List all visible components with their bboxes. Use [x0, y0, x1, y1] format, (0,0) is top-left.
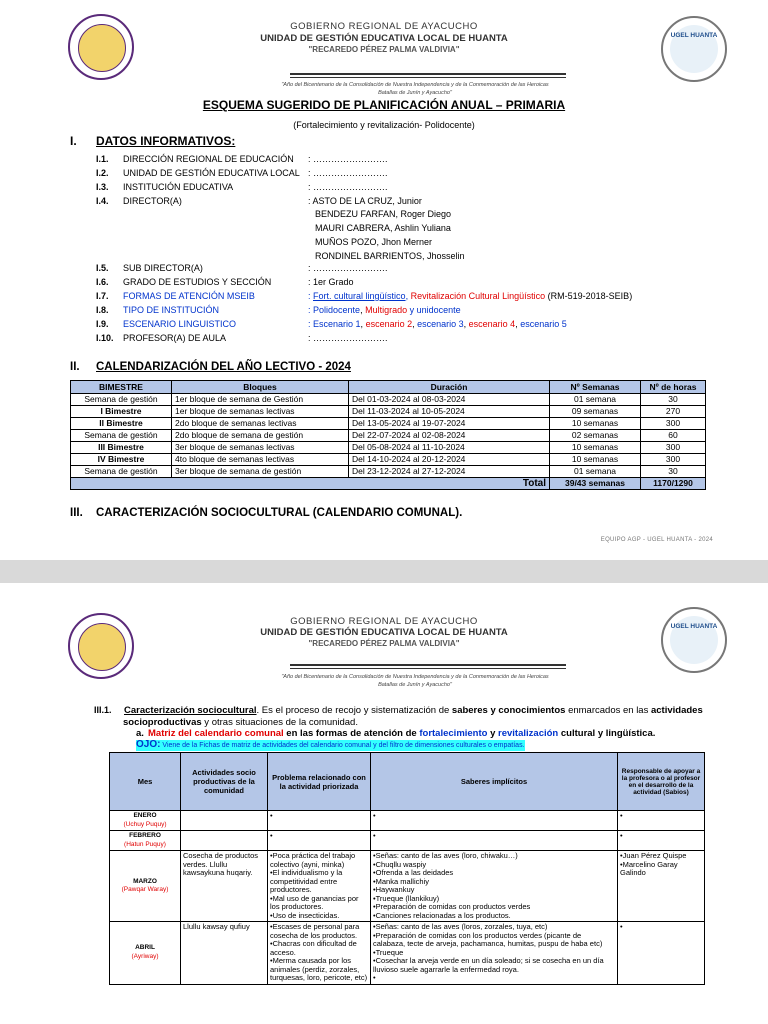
header-ugel: UNIDAD DE GESTIÓN EDUCATIVA LOCAL DE HUANTA [260, 33, 508, 44]
header-institution: "RECAREDO PÉREZ PALMA VALDIVIA" [308, 45, 460, 54]
section-3-heading: III. CARACTERIZACIÓN SOCIOCULTURAL (CALENDARIO COMUNAL). [70, 507, 463, 519]
table-row: FEBRERO (Hatun Puquy) • • • [110, 831, 705, 851]
document-page-1: UGEL HUANTA GOBIERNO REGIONAL DE AYACUCHO UNIDAD DE GESTIÓN EDUCATIVA LOCAL DE HUANTA "RECAREDO PÉREZ PALMA VALDIVIA" "Año del Bicentenario de la Consolidación de Nuestra Independencia y de la Conmemoración de las Heroicas Batallas de Junín y Ayacucho" ESQUEMA SUGERIDO DE PLANIFICACIÓN ANUAL – PRIMARIA (Fortalecimiento y revitalización- Polidocente) I. DATOS INFORMATIVOS: I.1. DIRECCIÓN REGIONAL DE EDUCACIÓN : ……………………. I.2. UNIDAD DE GESTIÓN EDUCATIVA LOCAL : ……………………. I.3. INSTITUCIÓN EDUCATIVA : ……………………. I.4. DIRECTOR(A) : ASTO DE LA CRUZ, Junior BENDEZU FARFAN, Roger Diego MAURI CABRERA, Ashlin Yuliana MUÑOS POZO, Jhon Merner RONDINEL BARRIENTOS, Jhosselin I.5. SUB DIRECTOR(A) : ……………………. I.6. GRADO DE ESTUDIOS Y SECCIÓN : 1er Grado I.7. FORMAS DE ATENCIÓN MSEIB : Fort. cultural lingüístico, Revitalización Cultural Lingüístico (RM-519-2018-SEIB) I.8. TIPO DE INSTITUCIÓN : Polidocente, Multigrado y unidocente I.9. ESCENARIO LINGUISTICO : Escenario 1, escenario 2, escenario 3, escenario 4, escenario 5 I.10. PROFESOR(A) DE AULA : ……………………. II. CALENDARIZACIÓN DEL AÑO LECTIVO - 2024 BIMESTRE Bloques Duración Nº Semanas Nº de horas Semana de gestión 1er bloque de semana de Gestión Del 01-03-2024 al 08-03-2024 01 semana 30 I Bimestre 1er bloque de semanas lectivas Del 11-03-2024 al 10-05-2024 09 semanas 270 II Bimestre 2do bloque de semanas lectivas Del 13-05-2024 al 19-07-2024 10 semanas 300 Semana de gestión 2do bloque de semana de gestión Del 22-07-2024 al 02-08-2024 02 semanas 60 III Bimestre 3er bloque de semanas lectivas Del 05-08-2024 al 11-10-2024 10 semanas 300 IV Bimestre 4to bloque de semanas lectivas Del 14-10-2024 al 20-12-2024 10 semanas 300 Semana de gestión 3er bloque de semana de gestión Del 23-12-2024 al 27-12-2024 01 semana 30 Total 39/43 semanas 1170/1290 III. CARACTERIZACIÓN SOCIOCULTURAL (CALENDARIO COMUNAL). EQUIPO AGP - UGEL HUANTA - 2024 [0, 0, 768, 560]
table-row: I Bimestre 1er bloque de semanas lectivas Del 11-03-2024 al 10-05-2024 09 semanas 270 [71, 406, 706, 418]
table-row: II Bimestre 2do bloque de semanas lectivas Del 13-05-2024 al 19-07-2024 10 semanas 300 [71, 418, 706, 430]
header-rule-thin [290, 77, 566, 78]
director-list: BENDEZU FARFAN, Roger Diego MAURI CABRERA, Ashlin Yuliana MUÑOS POZO, Jhon Merner RONDINEL BARRIENTOS, Jhosselin [315, 209, 465, 261]
calendar-table: BIMESTRE Bloques Duración Nº Semanas Nº de horas Semana de gestión 1er bloque de semana de Gestión Del 01-03-2024 al 08-03-2024 01 semana 30 I Bimestre 1er bloque de semanas lectivas Del 11-03-2024 al 10-05-2024 09 semanas 270 II Bimestre 2do bloque de semanas lectivas Del 13-05-2024 al 19-07-2024 10 semanas 300 Semana de gestión 2do bloque de semana de gestión Del 22-07-2024 al 02-08-2024 02 semanas 60 III Bimestre 3er bloque de semanas lectivas Del 05-08-2024 al 11-10-2024 10 semanas 300 IV Bimestre 4to bloque de semanas lectivas Del 14-10-2024 al 20-12-2024 10 semanas 300 Semana de gestión 3er bloque de semana de gestión Del 23-12-2024 al 27-12-2024 01 semana 30 Total 39/43 semanas 1170/1290 [70, 380, 706, 490]
table-row: Semana de gestión 2do bloque de semana de gestión Del 22-07-2024 al 02-08-2024 02 semanas 60 [71, 430, 706, 442]
table-row: III Bimestre 3er bloque de semanas lectivas Del 05-08-2024 al 11-10-2024 10 semanas 300 [71, 442, 706, 454]
table-row: Semana de gestión 3er bloque de semana de gestión Del 23-12-2024 al 27-12-2024 01 semana 30 [71, 466, 706, 478]
section-1-heading: I. DATOS INFORMATIVOS: [70, 134, 236, 148]
community-calendar-matrix: Mes Actividades socio productivas de la comunidad Problema relacionado con la actividad priorizada Saberes implícitos Responsable de apoyar a la profesora o al profesor en el desarrollo de la actividad (Sabios) ENERO (Uchuy Puquy) • • • FEBRERO (Hatun Puquy) • • • MARZO (Pawqar Waray) Cosecha de productos verdes. Llullu kawsaykuna huqariy. •Poca práctica del trabajo colectivo (ayni, minka) •El individualismo y la competitividad entre productores. •Mal uso de ganancias por los productores. •Uso de insecticidas. •Señas: canto de las aves (loro, chiwaku…) •Chuqllu waspiy •Ofrenda a las deidades •Manka mallichiy •Haywankuy •Trueque (llankikuy) •Preparación de comidas con productos verdes •Canciones relacionadas a los productos. •Juan Pérez Quispe •Marcelino Garay Galindo ABRIL (Ayriway) Llullu kawsay qufiuy •Escases de personal para cosecha de los productos. •Chacras con dificultad de acceso. •Merma causada por los animales (perdiz, zorzales, turquesas, loro, pericote, etc) •Señas: canto de las aves (loros, zorzales, tuya, etc) •Preparación de comidas con los productos verdes (picante de calabaza, tecte de arveja, pachamanca, humitas, puspu de haba etc) •Trueque •Cosechar la arveja verde en un día soleado; si se cosecha en un día lluvioso suele agarrarle la enfermedad roya. • • [109, 752, 705, 985]
page-footer: EQUIPO AGP - UGEL HUANTA - 2024 [600, 537, 713, 543]
document-page-2 [0, 583, 768, 1024]
year-motto: "Año del Bicentenario de la Consolidación de Nuestra Independencia y de la Conmemoración de las Heroicas Batallas de Junín y Ayacucho" [281, 674, 549, 688]
header-institution: "RECAREDO PÉREZ PALMA VALDIVIA" [308, 639, 460, 648]
header-rule-thin [290, 668, 566, 669]
section-2-heading: II. CALENDARIZACIÓN DEL AÑO LECTIVO - 2024 [70, 361, 351, 373]
table-row: ABRIL (Ayriway) Llullu kawsay qufiuy •Escases de personal para cosecha de los productos. •Chacras con dificultad de acceso. •Merma causada por los animales (perdiz, zorzales, turquesas, loro, pericote, etc) •Señas: canto de las aves (loros, zorzales, tuya, etc) •Preparación de comidas con los productos verdes (picante de calabaza, tecte de arveja, pachamanca, humitas, puspu de haba etc) •Trueque •Cosechar la arveja verde en un día soleado; si se cosecha en un día lluvioso suele agarrarle la enfermedad roya. • • [110, 922, 705, 985]
table-row: Semana de gestión 1er bloque de semana de Gestión Del 01-03-2024 al 08-03-2024 01 semana 30 [71, 394, 706, 406]
table-row: IV Bimestre 4to bloque de semanas lectivas Del 14-10-2024 al 20-12-2024 10 semanas 300 [71, 454, 706, 466]
section-3-1-paragraph: III.1. Caracterización sociocultural. Es el proceso de recojo y sistematización de saberes y conocimientos enmarcados en las actividades socioproductivas y otras situaciones de la comunidad. [94, 705, 703, 728]
document-title: ESQUEMA SUGERIDO DE PLANIFICACIÓN ANUAL – PRIMARIA [202, 98, 566, 112]
header-rule [290, 664, 566, 666]
header-ugel: UNIDAD DE GESTIÓN EDUCATIVA LOCAL DE HUANTA [260, 627, 508, 638]
ugel-logo-label: UGEL HUANTA [670, 32, 718, 39]
table-row: ENERO (Uchuy Puquy) • • • [110, 811, 705, 831]
header-government: GOBIERNO REGIONAL DE AYACUCHO [290, 21, 478, 32]
header-government: GOBIERNO REGIONAL DE AYACUCHO [290, 616, 478, 627]
total-row: Total 39/43 semanas 1170/1290 [71, 478, 706, 490]
table-row: MARZO (Pawqar Waray) Cosecha de productos verdes. Llullu kawsaykuna huqariy. •Poca práctica del trabajo colectivo (ayni, minka) •El individualismo y la competitividad entre productores. •Mal uso de ganancias por los productores. •Uso de insecticidas. •Señas: canto de las aves (loro, chiwaku…) •Chuqllu waspiy •Ofrenda a las deidades •Manka mallichiy •Haywankuy •Trueque (llankikuy) •Preparación de comidas con productos verdes •Canciones relacionadas a los productos. •Juan Pérez Quispe •Marcelino Garay Galindo [110, 851, 705, 922]
header-rule [290, 73, 566, 75]
year-motto: "Año del Bicentenario de la Consolidación de Nuestra Independencia y de la Conmemoración de las Heroicas Batallas de Junín y Ayacucho" [281, 82, 549, 96]
ojo-note: OJO: Viene de la Fichas de matriz de actividades del calendario comunal y del filtro de dimensiones culturales o empatías. [136, 739, 525, 750]
document-subtitle: (Fortalecimiento y revitalización- Polidocente) [293, 120, 475, 130]
subsection-a: a. Matriz del calendario comunal en las formas de atención de fortalecimiento y revitalización cultural y lingüística. [136, 728, 656, 739]
ugel-logo-label: UGEL HUANTA [670, 623, 718, 630]
